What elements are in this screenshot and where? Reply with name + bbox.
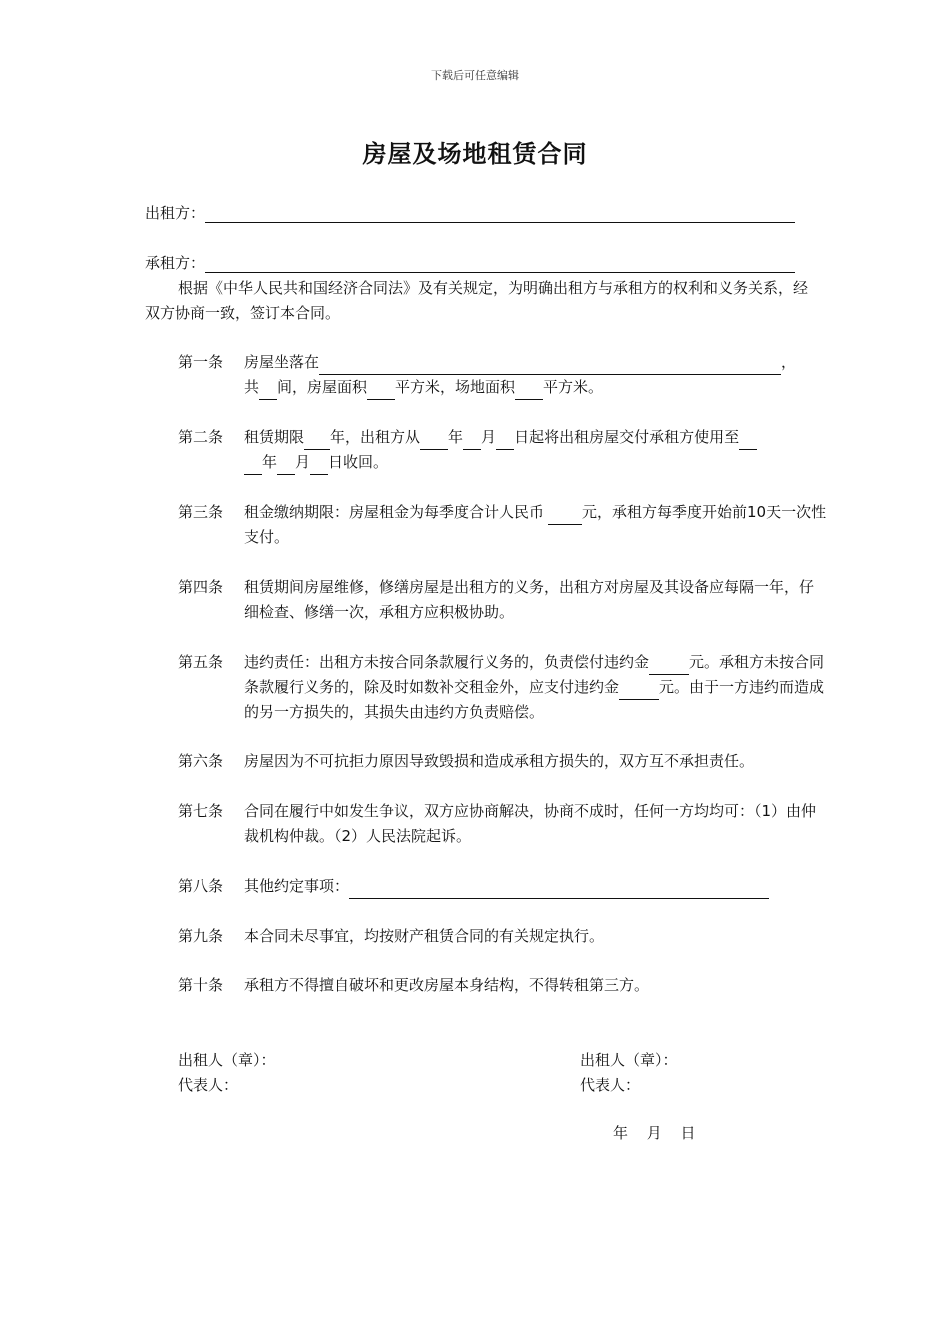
intro-paragraph: 根据《中华人民共和国经济合同法》及有关规定，为明确出租方与承租方的权利和义务关系，经双方协商一致，签订本合同。 (145, 279, 809, 322)
article-body: 房屋因为不可抗拒力原因导致毁损和造成承租方损失的，双方互不承担责任。 (244, 752, 755, 770)
other-terms-blank (349, 881, 769, 899)
article-8 (178, 874, 828, 899)
lessee-label: 承租方： (145, 254, 206, 272)
article-body: 租赁期限 年，出租方从 年 月 日起将出租房屋交付承租方使用至 年 月 日收回。 (244, 425, 828, 475)
article-1 (178, 350, 828, 400)
article-body: 租赁期间房屋维修，修缮房屋是出租方的义务，出租方对房屋及其设备应每隔一年，仔细检查、修缮一次，承租方应积极协助。 (244, 578, 815, 621)
document-title: 房屋及场地租赁合同 (362, 139, 588, 168)
right-representative: 代表人： (580, 1076, 641, 1094)
article-3 (178, 500, 828, 550)
end-year-blank-a (739, 432, 757, 450)
signing-date: 年 月 日 (613, 1124, 696, 1142)
term-years-blank (304, 432, 330, 450)
start-month-blank (463, 432, 481, 450)
end-month-blank (277, 457, 295, 475)
rent-amount-blank (548, 507, 582, 525)
article-number: 第二条 (178, 428, 224, 446)
article-body: 其他约定事项： (244, 874, 828, 899)
header-note: 下载后可任意编辑 (431, 69, 519, 82)
house-area-blank (367, 382, 395, 400)
article-number: 第三条 (178, 503, 224, 521)
article-body: 合同在履行中如发生争议，双方应协商解决，协商不成时，任何一方均均可：（1）由仲裁机构仲裁。（2）人民法院起诉。 (244, 802, 817, 845)
article-number: 第七条 (178, 802, 224, 820)
article-number: 第八条 (178, 877, 224, 895)
article-number: 第十条 (178, 976, 224, 994)
site-area-blank (515, 382, 543, 400)
rooms-blank (259, 382, 277, 400)
lessor-label: 出租方： (145, 204, 206, 222)
end-day-blank (310, 457, 328, 475)
right-lessor-signature: 出租人（章）： (580, 1051, 678, 1069)
lessee-penalty-blank (619, 682, 659, 700)
lessee-line (145, 253, 795, 273)
article-number: 第六条 (178, 752, 224, 770)
article-6 (178, 749, 828, 774)
lessor-penalty-blank (649, 657, 689, 675)
article-4 (178, 575, 828, 625)
lessee-blank (205, 256, 795, 273)
left-representative: 代表人： (178, 1076, 239, 1094)
start-year-blank (420, 432, 448, 450)
article-number: 第九条 (178, 927, 224, 945)
article-10 (178, 973, 828, 998)
left-lessor-signature: 出租人（章）： (178, 1051, 276, 1069)
location-blank (319, 357, 781, 375)
article-9 (178, 924, 828, 949)
article-5 (178, 650, 828, 725)
article-7 (178, 799, 828, 849)
article-body: 房屋坐落在 ， 共 间，房屋面积 平方米，场地面积 平方米。 (244, 350, 828, 400)
article-number: 第四条 (178, 578, 224, 596)
article-2 (178, 425, 828, 475)
start-day-blank (496, 432, 514, 450)
article-number: 第一条 (178, 353, 224, 371)
article-body: 承租方不得擅自破坏和更改房屋本身结构，不得转租第三方。 (244, 976, 650, 994)
lessor-line (145, 203, 795, 223)
article-body: 本合同未尽事宜，均按财产租赁合同的有关规定执行。 (244, 927, 605, 945)
lessor-blank (205, 206, 795, 223)
end-year-blank-b (244, 457, 262, 475)
article-body: 租金缴纳期限：房屋租金为每季度合计人民币 元，承租方每季度开始前10天一次性支付。 (244, 503, 827, 546)
article-body: 违约责任：出租方未按合同条款履行义务的，负责偿付违约金 元。承租方未按合同条款履行义务的，除及时如数补交租金外，应支付违约金 元。由于一方违约而造成的另一方损失的，其损失由违约方负责赔偿。 (244, 653, 825, 721)
article-number: 第五条 (178, 653, 224, 671)
